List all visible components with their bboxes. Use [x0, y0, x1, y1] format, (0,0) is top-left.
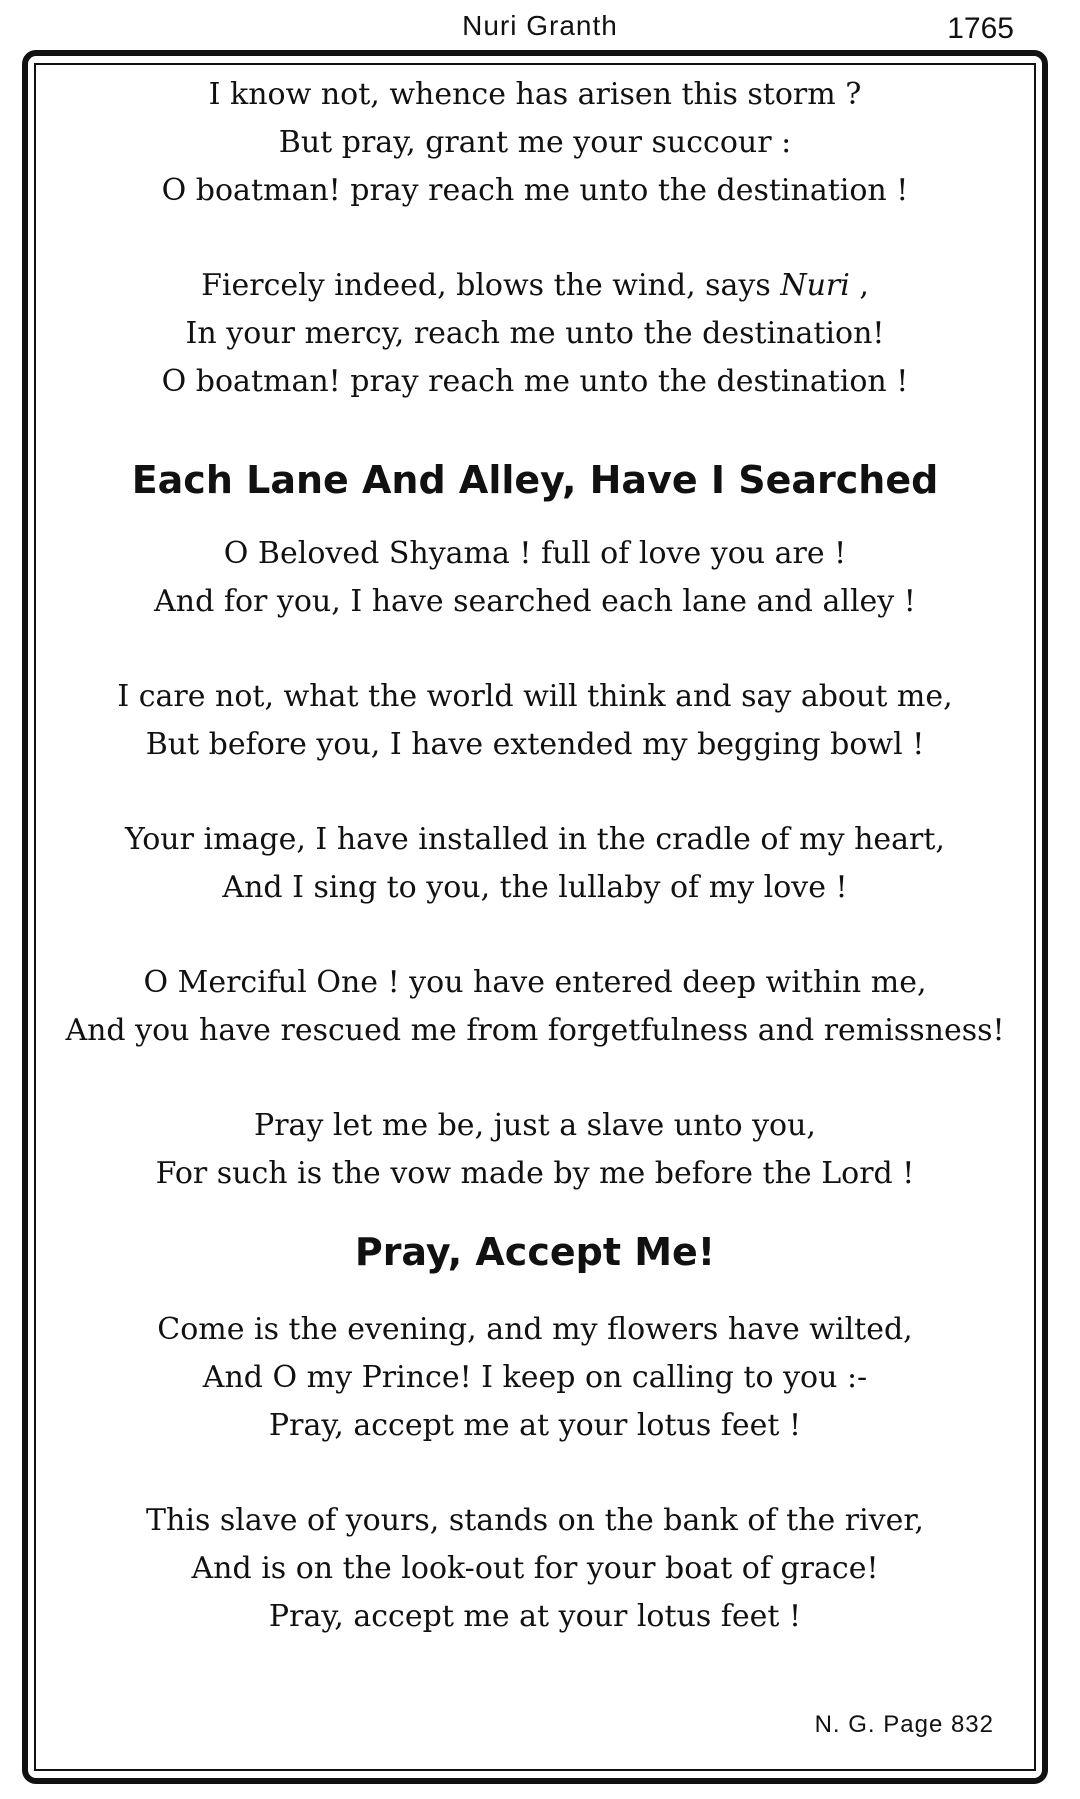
- stanza: [40, 1497, 1030, 1641]
- verse-line: Pray, accept me at your lotus feet !: [268, 1408, 802, 1443]
- verse-line: And O my Prince! I keep on calling to you :-: [202, 1360, 868, 1395]
- verse-line: But pray, grant me your succour :: [278, 125, 792, 160]
- verse-line: Pray let me be, just a slave unto you,: [254, 1108, 816, 1143]
- stanza: [40, 959, 1030, 1055]
- stanza: [40, 1102, 1030, 1198]
- section-heading: Each Lane And Alley, Have I Searched: [131, 458, 939, 502]
- verse-line: In your mercy, reach me unto the destination!: [185, 316, 885, 351]
- verse-line: I know not, whence has arisen this storm ?: [208, 77, 862, 112]
- stanza: [40, 71, 1030, 215]
- page-reference: N. G. Page 832: [814, 1711, 994, 1738]
- page-header: [0, 8, 1080, 48]
- verse-line: Pray, accept me at your lotus feet !: [268, 1599, 802, 1634]
- verse-line: But before you, I have extended my begging bowl !: [145, 727, 925, 762]
- verse-line: O Merciful One ! you have entered deep within me,: [143, 965, 927, 1000]
- stanza: [40, 1306, 1030, 1450]
- stanza: [40, 816, 1030, 912]
- poem-content: [40, 63, 1030, 1641]
- verse-line: This slave of yours, stands on the bank of the river,: [146, 1503, 924, 1538]
- verse-line: Your image, I have installed in the cradle of my heart,: [125, 822, 945, 857]
- verse-line: I care not, what the world will think and say about me,: [117, 679, 953, 714]
- verse-line: O boatman! pray reach me unto the destination !: [161, 364, 909, 399]
- stanza: [40, 530, 1030, 626]
- verse-line: For such is the vow made by me before the Lord !: [155, 1156, 915, 1191]
- verse-line: And for you, I have searched each lane and alley !: [154, 584, 916, 619]
- stanza: [40, 673, 1030, 769]
- verse-line: And I sing to you, the lullaby of my love !: [222, 870, 848, 905]
- section-heading: Pray, Accept Me!: [354, 1230, 716, 1274]
- page-number: 1765: [947, 12, 1014, 45]
- verse-line: O Beloved Shyama ! full of love you are !: [223, 536, 847, 571]
- verse-line: Come is the evening, and my flowers have wilted,: [157, 1312, 913, 1347]
- stanza: [40, 262, 1030, 406]
- verse-line: And you have rescued me from forgetfulness and remissness!: [65, 1013, 1005, 1048]
- poet-name: Nuri: [780, 268, 850, 303]
- verse-line: Fiercely indeed, blows the wind, says Nuri ,: [201, 268, 869, 303]
- verse-line: And is on the look-out for your boat of grace!: [191, 1551, 879, 1586]
- book-title: Nuri Granth: [462, 10, 618, 41]
- verse-line: O boatman! pray reach me unto the destination !: [161, 173, 909, 208]
